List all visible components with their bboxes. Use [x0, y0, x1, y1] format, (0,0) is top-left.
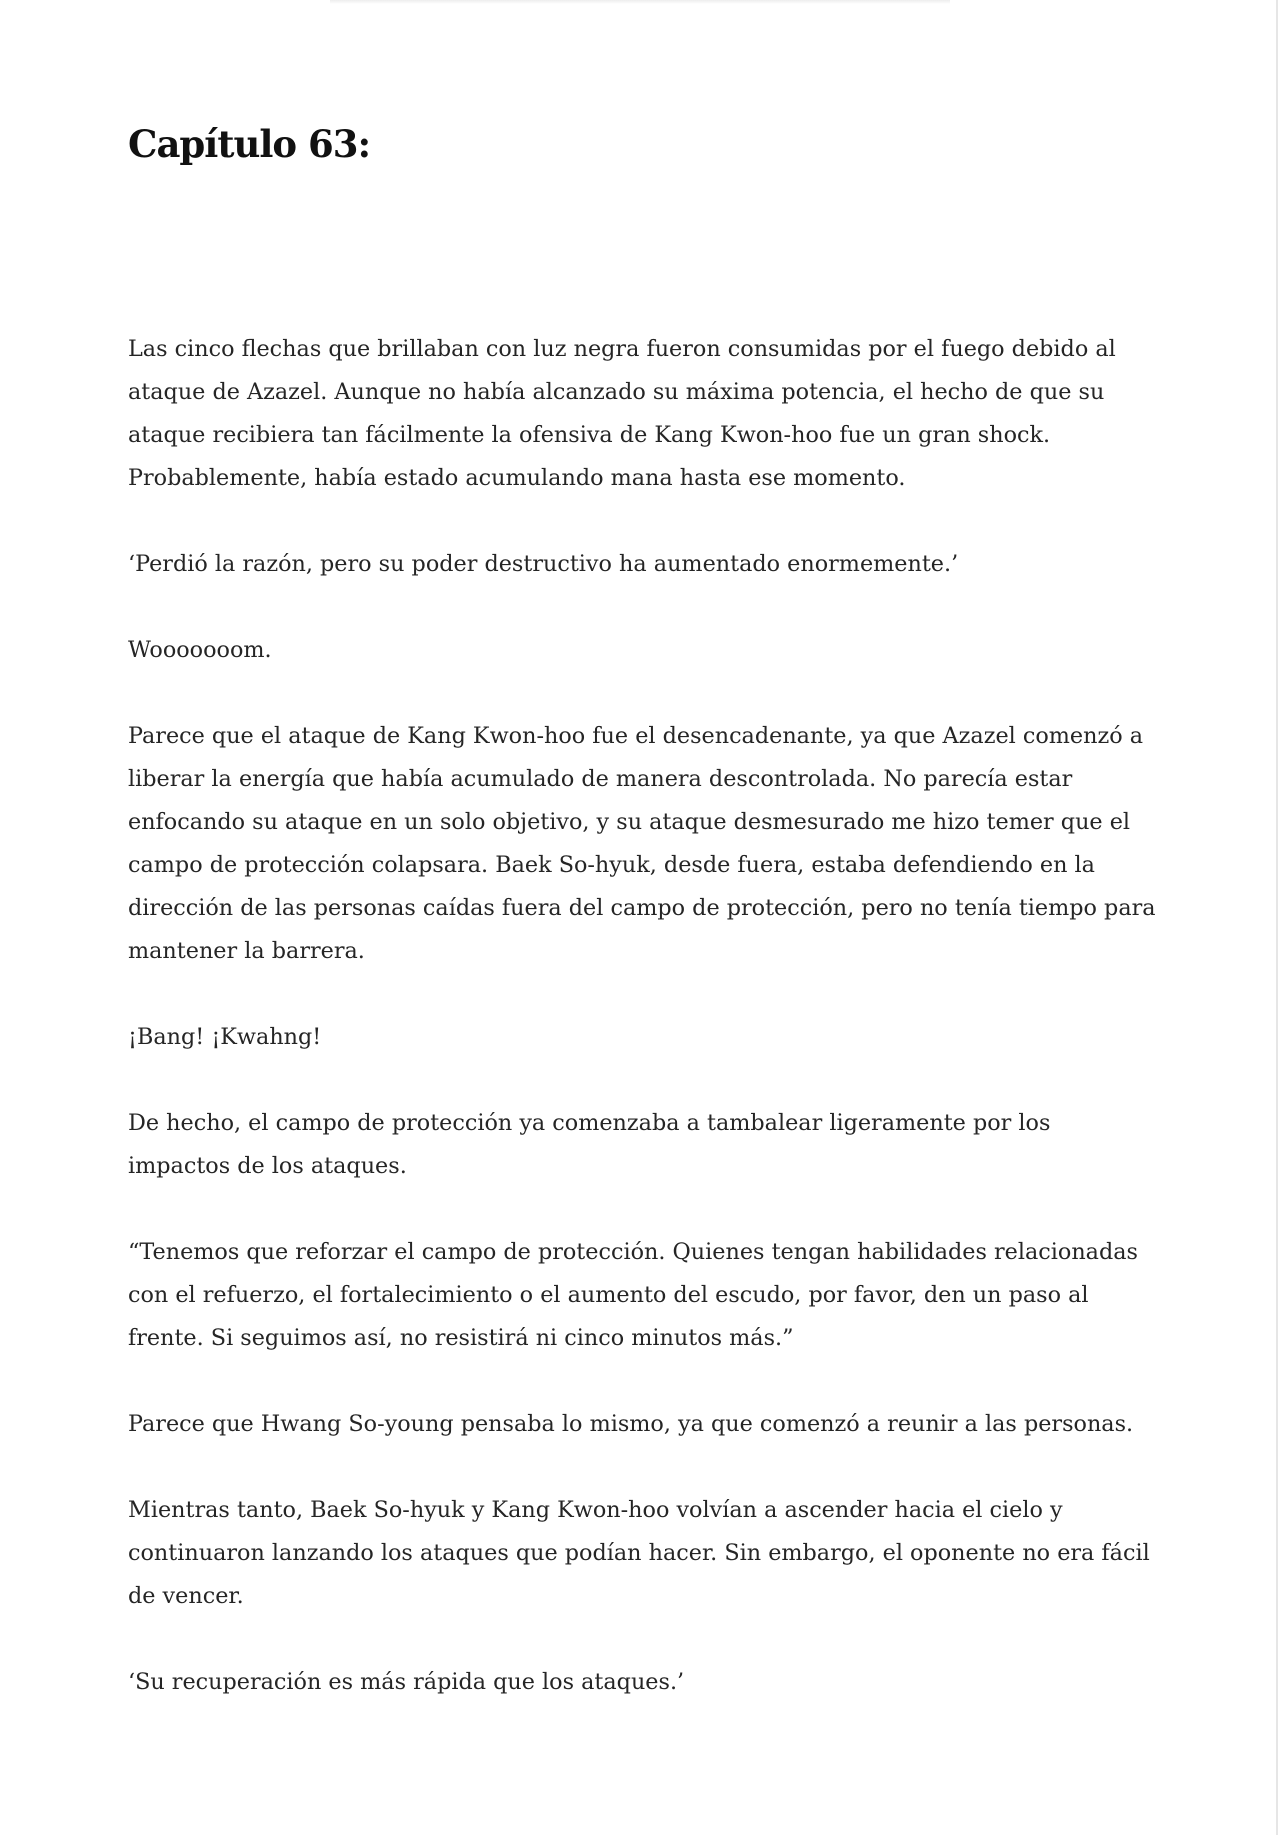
paragraph: ‘Su recuperación es más rápida que los ataques.’	[128, 1669, 685, 1695]
top-divider	[330, 0, 950, 4]
chapter-body	[128, 328, 1158, 1747]
paragraph: “Tenemos que reforzar el campo de protección. Quienes tengan habilidades relacionadas con el refuerzo, el fortalecimiento o el aumento del escudo, por favor, den un paso al frente. Si seguimos así, no resistirá ni cinco minutos más.”	[128, 1239, 1138, 1351]
paragraph: Las cinco flechas que brillaban con luz negra fueron consumidas por el fuego debido al ataque de Azazel. Aunque no había alcanzado su máxima potencia, el hecho de que su ataque recibiera tan fácilmente la ofensiva de Kang Kwon-hoo fue un gran shock. Probablemente, había estado acumulando mana hasta ese momento.	[128, 336, 1116, 491]
paragraph: De hecho, el campo de protección ya comenzaba a tambalear ligeramente por los impactos de los ataques.	[128, 1110, 1051, 1179]
paragraph: Wooooooom.	[128, 637, 272, 663]
chapter-title: Capítulo 63:	[128, 122, 371, 166]
paragraph: ¡Bang! ¡Kwahng!	[128, 1024, 322, 1050]
paragraph: ‘Perdió la razón, pero su poder destructivo ha aumentado enormemente.’	[128, 551, 959, 577]
paragraph: Mientras tanto, Baek So-hyuk y Kang Kwon-hoo volvían a ascender hacia el cielo y continuaron lanzando los ataques que podían hacer. Sin embargo, el oponente no era fácil de vencer.	[128, 1497, 1150, 1609]
paragraph: Parece que el ataque de Kang Kwon-hoo fue el desencadenante, ya que Azazel comenzó a liberar la energía que había acumulado de manera descontrolada. No parecía estar enfocando su ataque en un solo objetivo, y su ataque desmesurado me hizo temer que el campo de protección colapsara. Baek So-hyuk, desde fuera, estaba defendiendo en la dirección de las personas caídas fuera del campo de protección, pero no tenía tiempo para mantener la barrera.	[128, 723, 1156, 964]
paragraph: Parece que Hwang So-young pensaba lo mismo, ya que comenzó a reunir a las personas.	[128, 1411, 1134, 1437]
